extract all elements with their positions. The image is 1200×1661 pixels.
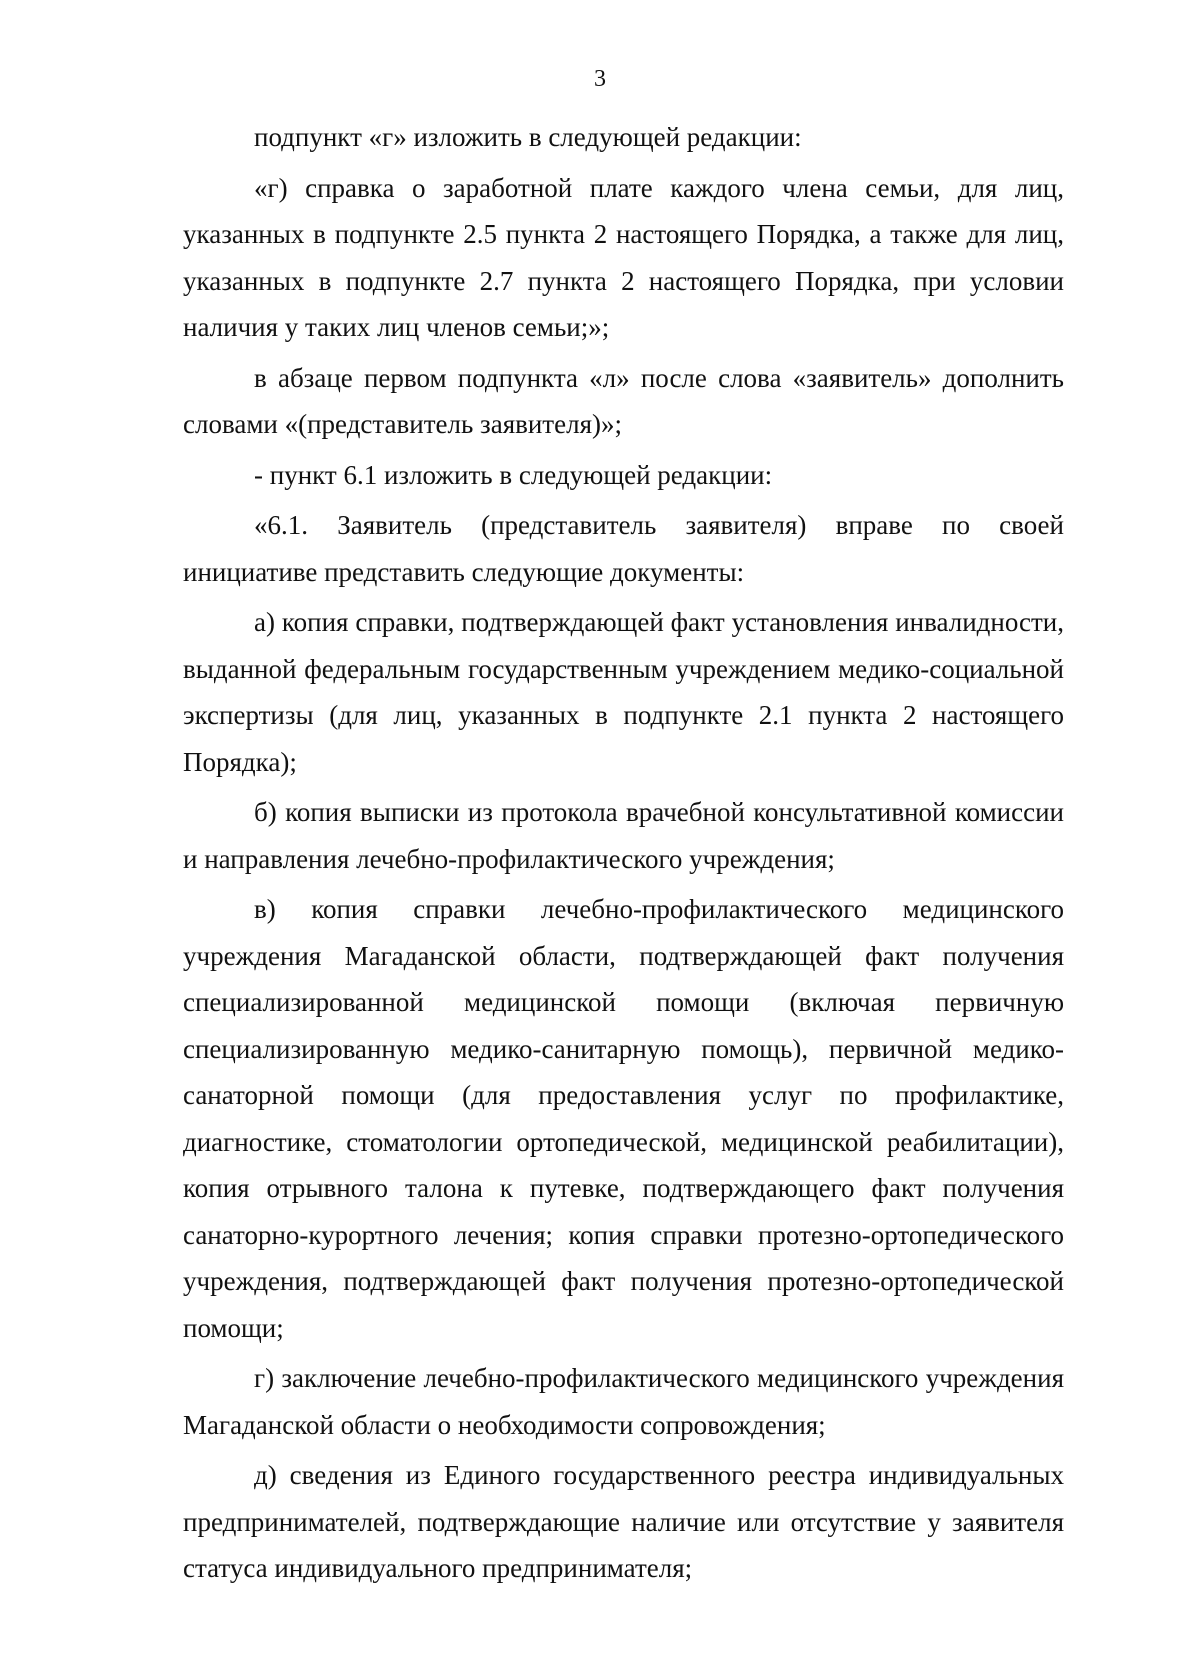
list-item-a: а) копия справки, подтверждающей факт установления инвалидности, выданной федеральным государственным учреждением медико-социальной экспертизы (для лиц, указанных в подпункте 2.1 пункта 2 настоящего Порядка);	[183, 607, 1064, 777]
paragraph-subitem-l-amendment: в абзаце первом подпункта «л» после слова «заявитель» дополнить словами «(представитель заявителя)»;	[183, 362, 1064, 439]
paragraph-item-6-1-intro: - пункт 6.1 изложить в следующей редакции:	[254, 459, 773, 490]
page-number: 3	[594, 66, 606, 92]
list-item-g: г) заключение лечебно-профилактического медицинского учреждения Магаданской области о необходимости сопровождения;	[183, 1363, 1064, 1440]
paragraph-subitem-g-intro: подпункт «г» изложить в следующей редакции:	[254, 122, 802, 152]
document-body	[183, 114, 1064, 1596]
paragraph-item-6-1-text: «6.1. Заявитель (представитель заявителя) вправе по своей инициативе представить следующие документы:	[183, 510, 1064, 587]
paragraph-subitem-g-text: «г) справка о заработной плате каждого члена семьи, для лиц, указанных в подпункте 2.5 пункта 2 настоящего Порядка, а также для лиц, указанных в подпункте 2.7 пункта 2 настоящего Порядка, при условии наличия у таких лиц членов семьи;»;	[183, 172, 1064, 342]
list-item-d: д) сведения из Единого государственного реестра индивидуальных предпринимателей, подтверждающие наличие или отсутствие у заявителя статуса индивидуального предпринимателя;	[183, 1460, 1064, 1583]
list-item-b: б) копия выписки из протокола врачебной консультативной комиссии и направления лечебно-профилактического учреждения;	[183, 797, 1064, 874]
list-item-v: в) копия справки лечебно-профилактического медицинского учреждения Магаданской области, подтверждающей факт получения специализированной медицинской помощи (включая первичную специализированную медико-санитарную помощь), первичной медико-санаторной помощи (для предоставления услуг по профилактике, диагностике, стоматологии ортопедической, медицинской реабилитации), копия отрывного талона к путевке, подтверждающего факт получения санаторно-курортного лечения; копия справки протезно-ортопедического учреждения, подтверждающей факт получения протезно-ортопедической помощи;	[183, 894, 1064, 1343]
